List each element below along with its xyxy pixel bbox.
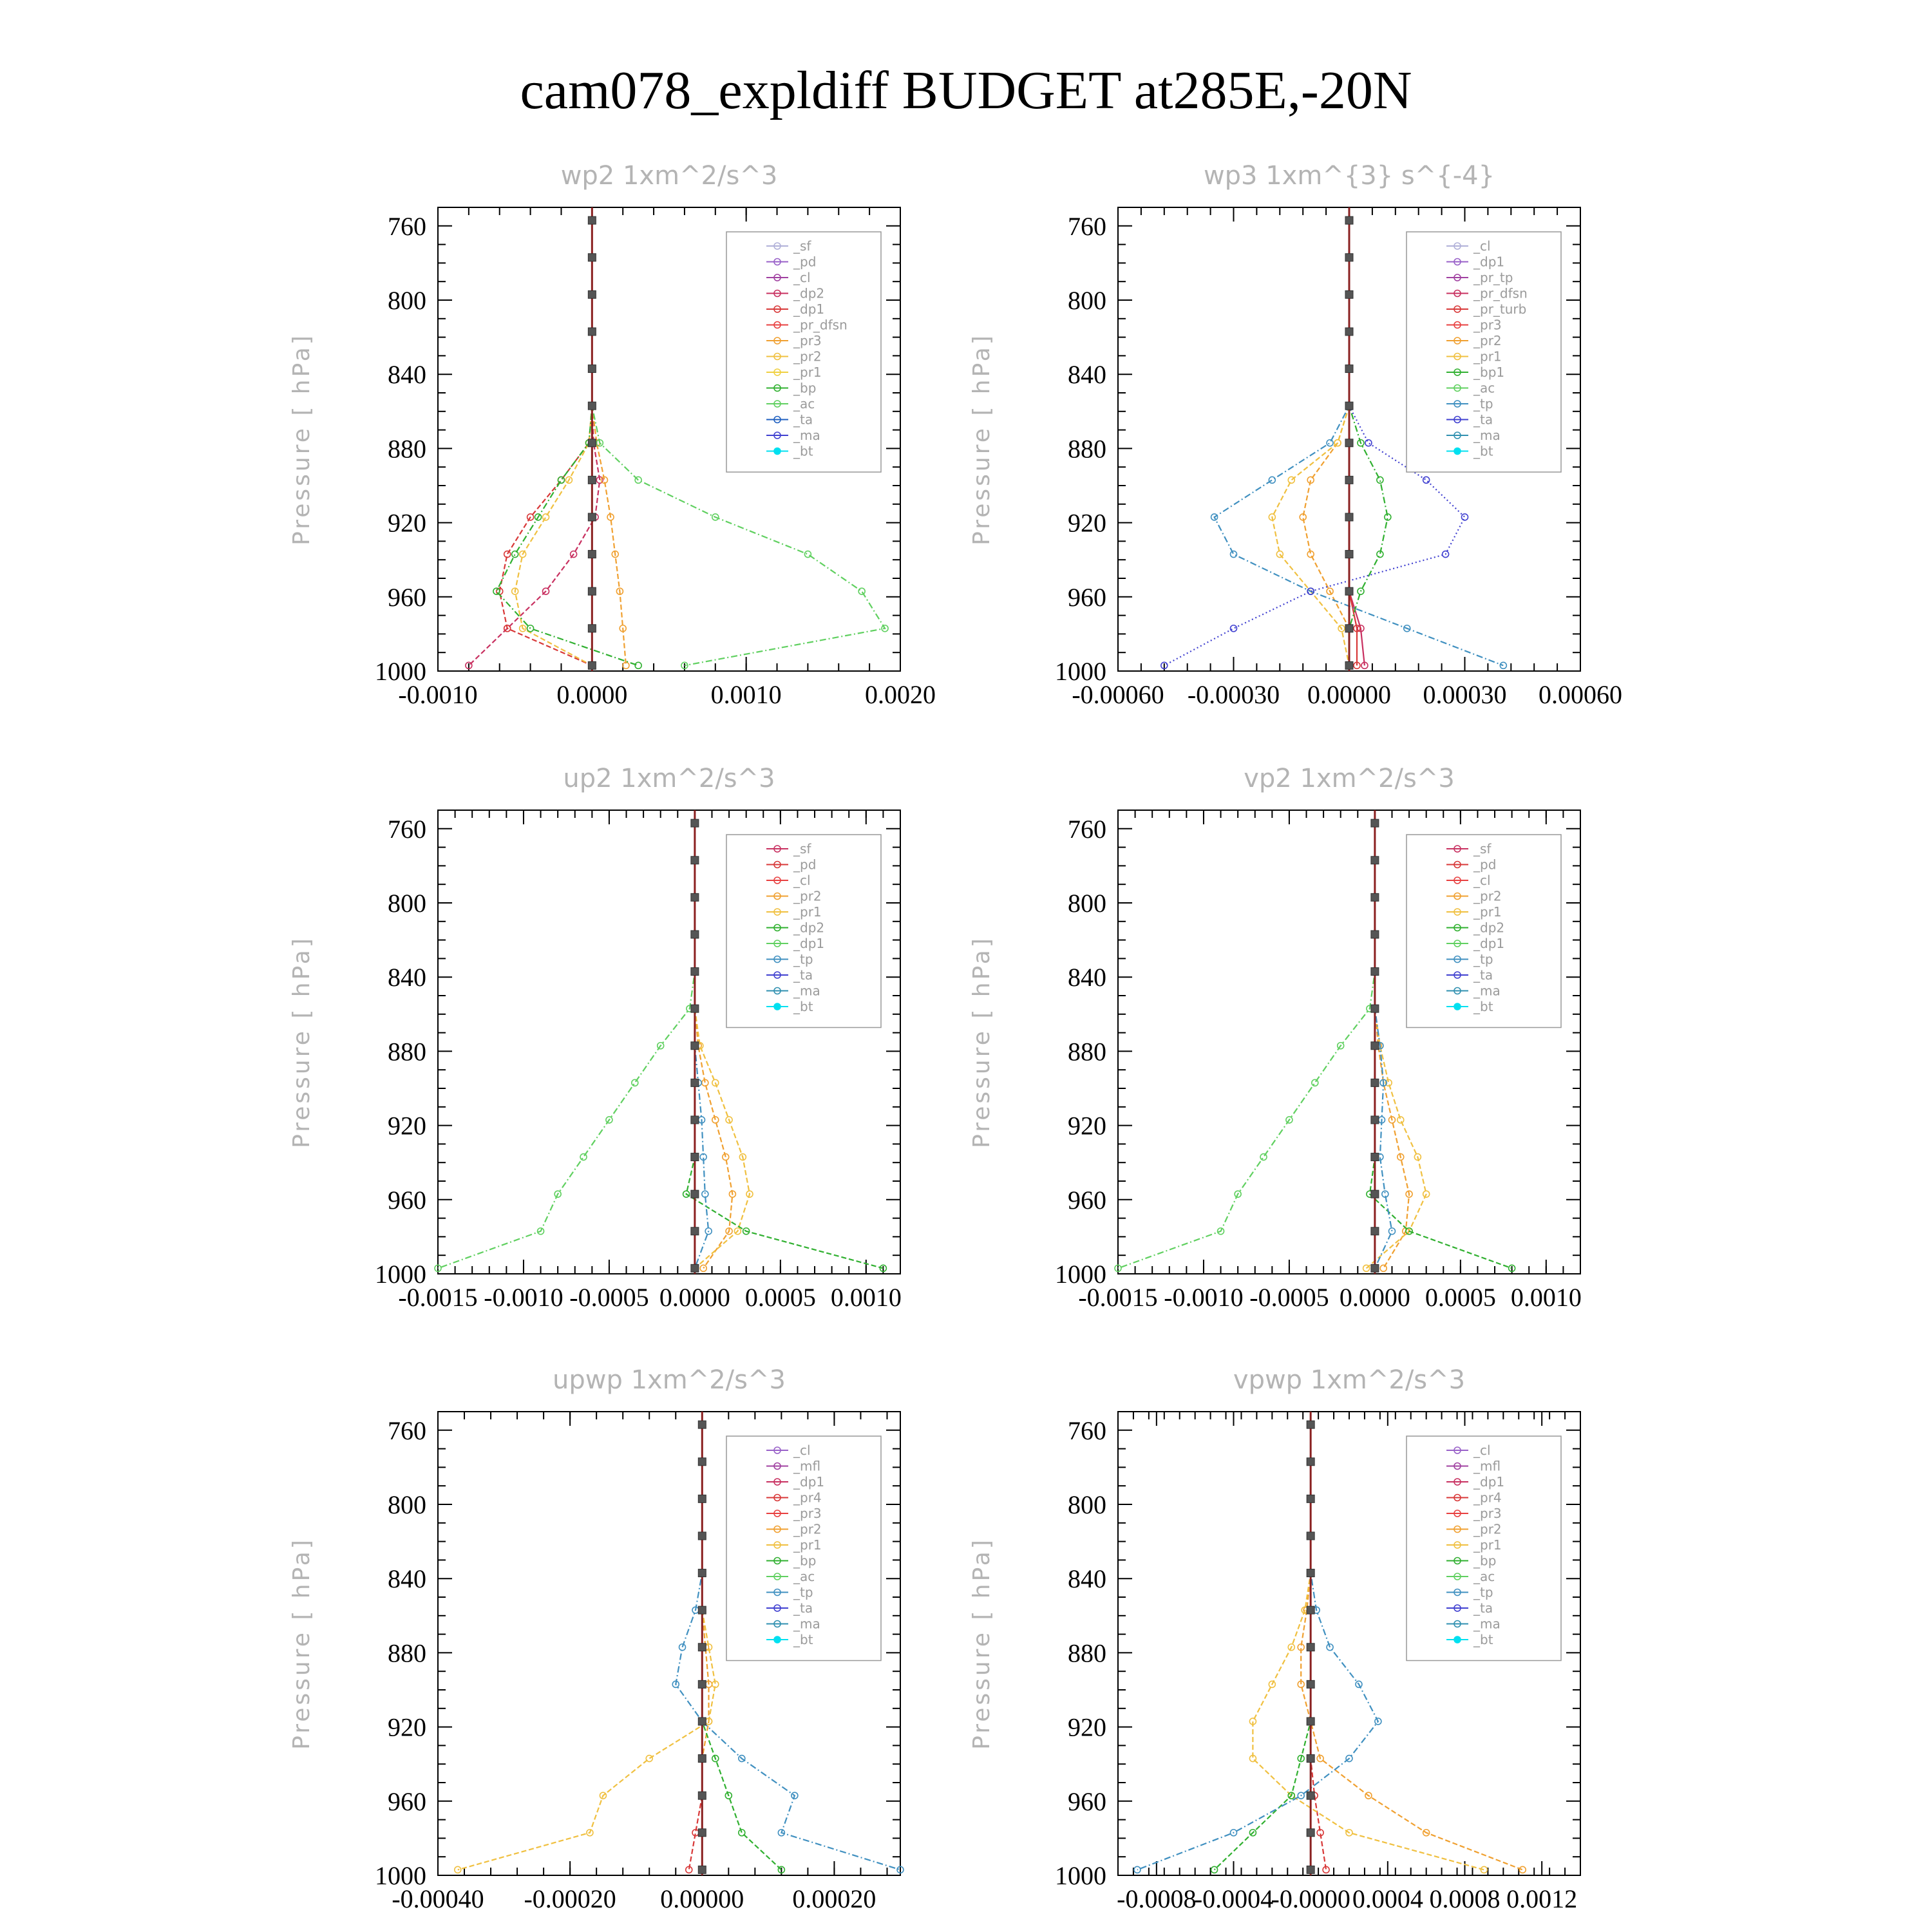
y-tick-label: 800: [388, 286, 426, 315]
zero-marker: [588, 402, 596, 410]
y-tick-label: 840: [388, 963, 426, 992]
legend-entry: _pr2: [793, 1521, 822, 1537]
legend-entry: _dp1: [1473, 1474, 1505, 1490]
data-point-ac: [804, 551, 811, 558]
legend-entry: _bt: [793, 1632, 813, 1647]
chart-panel-5: [289, 1365, 904, 1913]
legend-entry: _pr_tp: [1473, 270, 1513, 285]
y-axis-label: Pressure [ hPa]: [969, 333, 995, 545]
data-point-ac: [858, 588, 865, 594]
zero-marker: [588, 551, 596, 558]
x-tick-label: -0.00040: [392, 1884, 484, 1913]
chart-panel-4: [969, 764, 1582, 1312]
zero-marker: [588, 328, 596, 336]
legend-entry: _dp2: [1473, 920, 1505, 936]
zero-marker: [691, 1153, 699, 1161]
x-tick-label: 0.0008: [1429, 1884, 1501, 1913]
zero-marker: [698, 1458, 706, 1466]
chart-panel-2: [969, 161, 1622, 709]
legend-entry: _bt: [793, 443, 813, 459]
y-tick-label: 960: [1068, 1185, 1106, 1215]
data-point-pr2: [1519, 1866, 1526, 1873]
legend-marker: [774, 1636, 781, 1643]
y-tick-label: 920: [388, 1111, 426, 1141]
x-tick-label: -0.0010: [1164, 1283, 1244, 1312]
series-line-dp1: [438, 823, 695, 1268]
series-line-pr1: [1272, 220, 1349, 665]
panel-title: wp3 1xm^{3} s^{-4}: [1203, 161, 1495, 191]
legend-entry: _mfl: [793, 1458, 821, 1474]
x-tick-label: -0.00020: [524, 1884, 616, 1913]
legend-entry: _pr4: [793, 1490, 822, 1506]
series-line-bp: [497, 220, 638, 665]
zero-marker: [1371, 1227, 1379, 1235]
chart-panel-1: [289, 161, 936, 709]
x-tick-label: 0.0005: [744, 1283, 816, 1312]
zero-marker: [1307, 1458, 1314, 1466]
legend-entry: _pr1: [1473, 1537, 1502, 1553]
y-tick-label: 960: [1068, 582, 1106, 612]
legend-marker: [774, 1003, 781, 1010]
panel-title: vpwp 1xm^2/s^3: [1233, 1365, 1466, 1395]
x-tick-label: 0.0000: [1339, 1283, 1410, 1312]
zero-marker: [588, 476, 596, 484]
zero-marker: [588, 216, 596, 224]
x-tick-label: -0.0005: [1249, 1283, 1329, 1312]
data-point-tp: [1269, 477, 1275, 483]
legend-entry: _pr3: [1473, 317, 1502, 333]
y-tick-label: 760: [1068, 211, 1106, 241]
y-tick-label: 1000: [1055, 657, 1106, 686]
zero-marker: [1307, 1606, 1314, 1614]
y-tick-label: 760: [1068, 814, 1106, 844]
legend-entry: _tp: [1473, 396, 1493, 412]
x-tick-label: -0.0010: [398, 680, 478, 709]
legend-entry: _bt: [1473, 999, 1493, 1014]
zero-marker: [698, 1680, 706, 1688]
zero-marker: [1307, 1421, 1314, 1428]
y-tick-label: 960: [1068, 1786, 1106, 1816]
y-tick-label: 840: [388, 360, 426, 390]
zero-marker: [1307, 1829, 1314, 1837]
zero-marker: [1307, 1866, 1314, 1873]
y-tick-label: 880: [1068, 1037, 1106, 1066]
zero-marker: [698, 1606, 706, 1614]
data-point-pr2: [1380, 1265, 1387, 1271]
y-axis-label: Pressure [ hPa]: [969, 936, 995, 1148]
legend-entry: _pd: [793, 857, 817, 873]
data-point-tp: [1500, 662, 1506, 668]
zero-marker: [1307, 1680, 1314, 1688]
zero-marker: [691, 1116, 699, 1124]
zero-marker: [698, 1718, 706, 1725]
zero-marker: [1371, 1153, 1379, 1161]
legend-entry: _pr_dfsn: [1473, 285, 1528, 301]
legend-entry: _ta: [793, 967, 813, 983]
zero-marker: [691, 1042, 699, 1050]
panel-title: vp2 1xm^2/s^3: [1244, 764, 1455, 793]
zero-marker: [1371, 1079, 1379, 1086]
data-point-tp: [1231, 551, 1237, 558]
x-tick-label: 0.0012: [1506, 1884, 1578, 1913]
legend-entry: _pr_turb: [1473, 301, 1527, 317]
y-tick-label: 880: [388, 1638, 426, 1668]
legend-entry: _ma: [1473, 983, 1501, 999]
legend-entry: _pr2: [793, 348, 822, 365]
y-tick-label: 840: [1068, 1564, 1106, 1594]
zero-marker: [588, 661, 596, 669]
legend-entry: _ac: [793, 396, 815, 412]
legend-entry: _tp: [1473, 1584, 1493, 1600]
series-line-pr2: [1303, 220, 1349, 665]
y-axis-label: Pressure [ hPa]: [969, 1537, 995, 1750]
y-tick-label: 800: [388, 1490, 426, 1519]
zero-marker: [1371, 931, 1379, 938]
y-tick-label: 1000: [1055, 1260, 1106, 1289]
legend-entry: _pr1: [793, 365, 822, 380]
legend-entry: _cl: [1473, 238, 1491, 254]
y-tick-label: 760: [388, 211, 426, 241]
legend-entry: _cl: [793, 873, 811, 888]
x-tick-label: 0.0010: [710, 680, 782, 709]
legend-entry: _cl: [1473, 1443, 1491, 1458]
legend-entry: _bp: [793, 380, 817, 396]
data-point-dp1: [504, 551, 511, 558]
page-title: cam078_expldiff BUDGET at285E,-20N: [520, 61, 1412, 120]
series-line-dp1: [500, 220, 592, 665]
zero-marker: [588, 439, 596, 447]
panel-title: up2 1xm^2/s^3: [563, 764, 775, 793]
x-tick-label: 0.00030: [1423, 680, 1507, 709]
legend-entry: _pr3: [793, 333, 822, 348]
y-tick-label: 960: [388, 1185, 426, 1215]
legend-entry: _ma: [1473, 428, 1501, 443]
zero-marker: [691, 819, 699, 827]
data-point-ta: [1365, 440, 1372, 446]
zero-marker: [1307, 1792, 1314, 1799]
zero-marker: [1371, 1264, 1379, 1272]
legend-entry: _dp1: [793, 936, 825, 951]
legend-entry: _ac: [1473, 380, 1495, 396]
legend-entry: _pr_dfsn: [793, 317, 848, 333]
legend-entry: _ta: [1473, 412, 1493, 428]
data-point-pr1: [455, 1866, 461, 1873]
data-point-dp1: [1312, 1079, 1318, 1086]
y-tick-label: 800: [1068, 286, 1106, 315]
zero-marker: [691, 931, 699, 938]
legend-entry: _pd: [793, 254, 817, 270]
x-tick-label: 0.00000: [660, 1884, 744, 1913]
y-tick-label: 960: [388, 582, 426, 612]
y-tick-label: 800: [1068, 889, 1106, 918]
zero-marker: [1345, 439, 1353, 447]
data-point-dp1: [632, 1079, 638, 1086]
data-point-dp1: [580, 1154, 587, 1160]
legend-entry: _bp1: [1473, 365, 1505, 380]
chart-panel-3: [289, 764, 902, 1312]
y-tick-label: 840: [388, 1564, 426, 1594]
legend-entry: _pr1: [793, 1537, 822, 1553]
legend-marker: [774, 448, 781, 455]
data-point-bp: [512, 551, 518, 558]
legend-entry: _ma: [793, 983, 820, 999]
y-tick-label: 800: [1068, 1490, 1106, 1519]
legend-entry: _dp1: [1473, 936, 1505, 951]
zero-marker: [691, 968, 699, 976]
zero-marker: [1307, 1569, 1314, 1577]
zero-marker: [698, 1643, 706, 1651]
x-tick-label: -0.0000: [1271, 1884, 1350, 1913]
x-tick-label: -0.0004: [1193, 1884, 1274, 1913]
legend-entry: _pr1: [1473, 904, 1502, 920]
legend-entry: _cl: [793, 1443, 811, 1458]
y-tick-label: 840: [1068, 963, 1106, 992]
zero-marker: [588, 587, 596, 595]
zero-marker: [1345, 551, 1353, 558]
x-tick-label: -0.0010: [484, 1283, 564, 1312]
x-tick-label: -0.00060: [1072, 680, 1164, 709]
legend-entry: _ta: [793, 412, 813, 428]
zero-marker: [1307, 1718, 1314, 1725]
legend-entry: _pr4: [1473, 1490, 1502, 1506]
legend-entry: _pr2: [1473, 333, 1502, 348]
zero-marker: [1345, 365, 1353, 373]
x-tick-label: 0.0010: [1510, 1283, 1582, 1312]
y-tick-label: 920: [1068, 1712, 1106, 1742]
zero-marker: [698, 1755, 706, 1763]
legend-entry: _pr2: [1473, 1521, 1502, 1537]
zero-marker: [1345, 290, 1353, 298]
legend-entry: _pd: [1473, 857, 1497, 873]
x-tick-label: -0.0008: [1117, 1884, 1197, 1913]
y-axis-label: Pressure [ hPa]: [289, 333, 315, 545]
zero-marker: [1371, 1042, 1379, 1050]
y-tick-label: 880: [1068, 1638, 1106, 1668]
legend-marker: [1454, 448, 1461, 455]
y-tick-label: 1000: [1055, 1861, 1106, 1890]
zero-marker: [1371, 1005, 1379, 1012]
x-tick-label: -0.0005: [569, 1283, 649, 1312]
legend-entry: _bt: [1473, 1632, 1493, 1647]
legend-entry: _ma: [793, 1616, 820, 1632]
legend-entry: _dp1: [1473, 254, 1505, 270]
y-tick-label: 960: [388, 1786, 426, 1816]
data-point-dp1: [1260, 1154, 1267, 1160]
y-tick-label: 800: [388, 889, 426, 918]
zero-marker: [588, 625, 596, 632]
legend-entry: _pr3: [793, 1506, 822, 1521]
data-point-pr1: [646, 1756, 652, 1762]
series-line-pr1: [458, 1425, 715, 1870]
legend-entry: _bt: [1473, 443, 1493, 459]
legend-entry: _dp1: [793, 301, 825, 317]
data-point-tp: [1327, 440, 1333, 446]
zero-marker: [691, 1227, 699, 1235]
data-point-tp: [679, 1644, 686, 1651]
x-tick-label: 0.0020: [865, 680, 936, 709]
x-tick-label: 0.0000: [556, 680, 628, 709]
data-point-pr2: [543, 514, 549, 520]
legend-entry: _bp: [1473, 1553, 1497, 1569]
panel-title: upwp 1xm^2/s^3: [553, 1365, 786, 1395]
x-tick-label: 0.0004: [1352, 1884, 1423, 1913]
legend-entry: _dp2: [793, 920, 825, 936]
legend-entry: _ta: [1473, 1600, 1493, 1616]
zero-marker: [1345, 254, 1353, 261]
zero-marker: [698, 1532, 706, 1540]
series-line-dp1: [1118, 823, 1375, 1268]
y-tick-label: 920: [1068, 1111, 1106, 1141]
series-line-bp1: [1349, 220, 1388, 665]
series-line-bp: [1215, 1425, 1311, 1870]
y-tick-label: 880: [1068, 434, 1106, 464]
zero-marker: [1371, 968, 1379, 976]
legend-entry: _pr1: [1473, 348, 1502, 365]
zero-marker: [1307, 1643, 1314, 1651]
y-tick-label: 1000: [375, 657, 426, 686]
y-tick-label: 760: [388, 1416, 426, 1445]
x-tick-label: -0.0015: [1078, 1283, 1158, 1312]
y-tick-label: 1000: [375, 1260, 426, 1289]
y-axis-label: Pressure [ hPa]: [289, 1537, 315, 1750]
series-line-dp2: [469, 220, 600, 665]
y-tick-label: 840: [1068, 360, 1106, 390]
zero-marker: [1345, 216, 1353, 224]
legend-entry: _pr3: [1473, 1506, 1502, 1521]
x-tick-label: 0.0005: [1425, 1283, 1496, 1312]
legend-entry: _sf: [793, 238, 811, 254]
data-point-ta: [1462, 514, 1468, 520]
zero-marker: [1345, 476, 1353, 484]
data-point-ta: [1231, 625, 1237, 632]
zero-marker: [698, 1792, 706, 1799]
data-point-ta: [1423, 477, 1430, 483]
x-tick-label: 0.00020: [792, 1884, 876, 1913]
legend-entry: _ac: [1473, 1569, 1495, 1584]
y-tick-label: 880: [388, 1037, 426, 1066]
x-tick-label: -0.00030: [1187, 680, 1280, 709]
zero-marker: [698, 1829, 706, 1837]
x-tick-label: 0.0010: [830, 1283, 902, 1312]
legend-entry: _ma: [1473, 1616, 1501, 1632]
panel-title: wp2 1xm^2/s^3: [560, 161, 778, 191]
legend-entry: _pr2: [793, 888, 822, 904]
legend-entry: _sf: [793, 841, 811, 857]
series-line-tp: [1137, 1425, 1378, 1870]
zero-marker: [691, 1264, 699, 1272]
zero-marker: [1371, 893, 1379, 901]
legend-entry: _bp: [793, 1553, 817, 1569]
zero-marker: [1345, 402, 1353, 410]
y-tick-label: 920: [388, 508, 426, 538]
y-tick-label: 760: [388, 814, 426, 844]
data-point-bp1: [1377, 477, 1383, 483]
y-tick-label: 920: [1068, 508, 1106, 538]
data-point-tp: [1388, 1228, 1395, 1235]
legend-entry: _ta: [1473, 967, 1493, 983]
y-tick-label: 1000: [375, 1861, 426, 1890]
y-axis-label: Pressure [ hPa]: [289, 936, 315, 1148]
legend-entry: _tp: [793, 951, 813, 967]
x-tick-label: 0.00000: [1307, 680, 1391, 709]
series-line-pr2: [515, 220, 592, 665]
zero-marker: [691, 893, 699, 901]
data-point-pr1: [1288, 477, 1294, 483]
legend-entry: _cl: [1473, 873, 1491, 888]
y-tick-label: 920: [388, 1712, 426, 1742]
legend-marker: [1454, 1003, 1461, 1010]
y-tick-label: 880: [388, 434, 426, 464]
zero-marker: [1345, 625, 1353, 632]
chart-panel-6: [969, 1365, 1580, 1913]
zero-marker: [691, 1079, 699, 1086]
zero-marker: [698, 1866, 706, 1873]
zero-marker: [1345, 587, 1353, 595]
zero-marker: [588, 254, 596, 261]
legend-entry: _ac: [793, 1569, 815, 1584]
zero-marker: [698, 1495, 706, 1502]
zero-marker: [1371, 857, 1379, 864]
legend-entry: _tp: [1473, 951, 1493, 967]
legend-entry: _ma: [793, 428, 820, 443]
zero-marker: [691, 857, 699, 864]
legend-marker: [1454, 1636, 1461, 1643]
legend-entry: _tp: [793, 1584, 813, 1600]
legend-entry: _pr2: [1473, 888, 1502, 904]
legend-entry: _dp1: [793, 1474, 825, 1490]
zero-marker: [1371, 1190, 1379, 1198]
x-tick-label: 0.0000: [659, 1283, 730, 1312]
zero-marker: [588, 365, 596, 373]
zero-marker: [1307, 1755, 1314, 1763]
legend-entry: _pr1: [793, 904, 822, 920]
x-tick-label: 0.00060: [1539, 680, 1622, 709]
zero-marker: [1345, 661, 1353, 669]
zero-marker: [691, 1005, 699, 1012]
zero-marker: [1345, 328, 1353, 336]
zero-marker: [588, 513, 596, 521]
zero-marker: [698, 1421, 706, 1428]
y-tick-label: 760: [1068, 1416, 1106, 1445]
legend-entry: _mfl: [1473, 1458, 1501, 1474]
zero-marker: [698, 1569, 706, 1577]
legend-entry: _sf: [1473, 841, 1492, 857]
x-tick-label: -0.0015: [398, 1283, 478, 1312]
legend-entry: _bt: [793, 999, 813, 1014]
zero-marker: [1307, 1532, 1314, 1540]
legend-entry: _dp2: [793, 285, 825, 301]
zero-marker: [1345, 513, 1353, 521]
legend-entry: _cl: [793, 270, 811, 285]
zero-marker: [1307, 1495, 1314, 1502]
zero-marker: [1371, 819, 1379, 827]
data-point-bp: [739, 1830, 745, 1836]
data-point-bp: [558, 477, 564, 483]
legend-entry: _ta: [793, 1600, 813, 1616]
zero-marker: [1371, 1116, 1379, 1124]
zero-marker: [588, 290, 596, 298]
zero-marker: [691, 1190, 699, 1198]
